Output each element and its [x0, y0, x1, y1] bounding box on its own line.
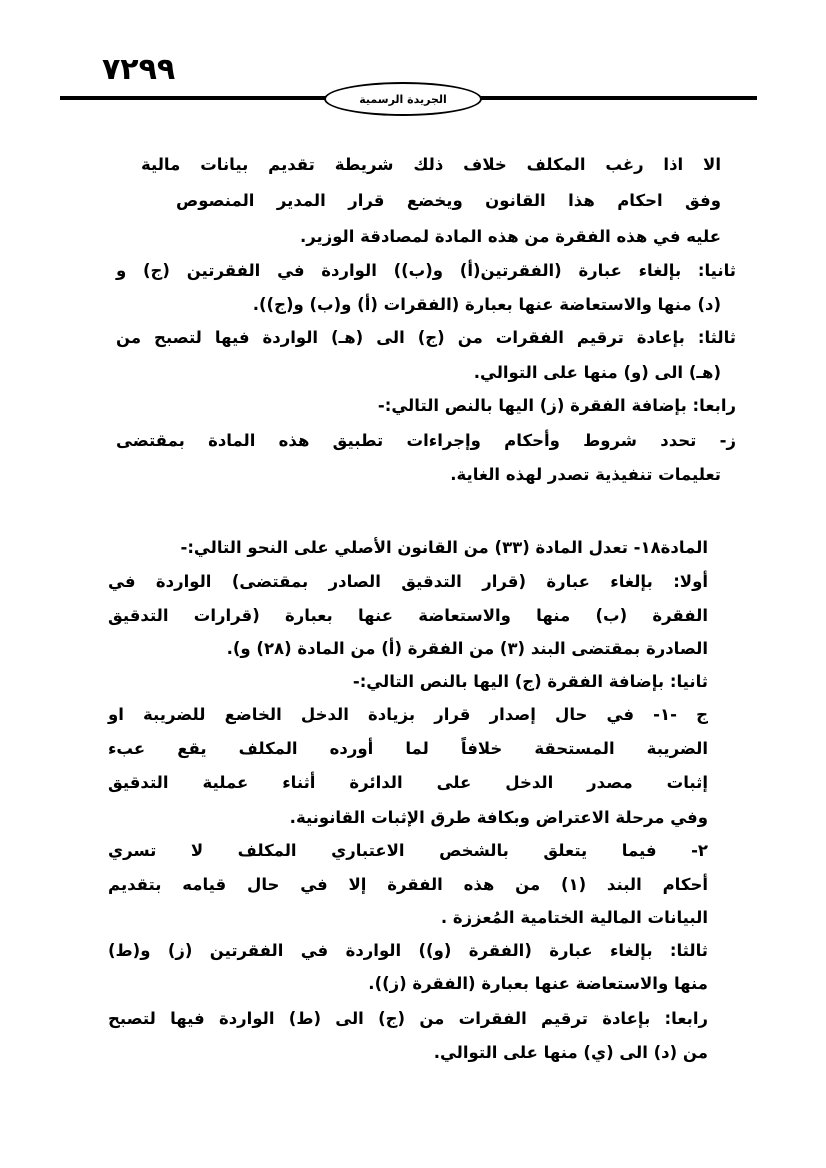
body-line: البيانات المالية الختامية المُعززة . — [440, 908, 708, 927]
gazette-title: الجريدة الرسمية — [359, 92, 447, 106]
body-line: وفي مرحلة الاعتراض وبكافة طرق الإثبات القانونية. — [289, 808, 708, 827]
body-line: ٢- فيما يتعلق بالشخص الاعتباري المكلف لا تسري — [108, 841, 708, 860]
body-line: أولا: بإلغاء عبارة (قرار التدقيق الصادر بمقتضى) الواردة في — [108, 572, 708, 591]
body-line: الضريبة المستحقة خلافاً لما أورده المكلف يقع عبء — [108, 739, 708, 758]
body-line: الصادرة بمقتضى البند (٣) من الفقرة (أ) من المادة (٢٨) و). — [226, 639, 708, 658]
article-heading: المادة١٨- تعدل المادة (٣٣) من القانون الأصلي على النحو التالي:- — [180, 538, 708, 557]
body-line: رابعا: بإعادة ترقيم الفقرات من (ج) الى (ط) الواردة فيها لتصبح — [108, 1009, 708, 1028]
body-line: إثبات مصدر الدخل على الدائرة أثناء عملية التدقيق — [108, 773, 708, 792]
body-line: من (د) الى (ي) منها على التوالي. — [433, 1043, 708, 1062]
page-number: ٧٢٩٩ — [102, 52, 176, 87]
body-line: تعليمات تنفيذية تصدر لهذه الغاية. — [450, 465, 721, 484]
body-line: عليه في هذه الفقرة من هذه المادة لمصادقة الوزير. — [299, 227, 721, 246]
body-line: (هـ) الى (و) منها على التوالي. — [473, 363, 721, 382]
gazette-title-oval — [324, 82, 482, 116]
body-line: الفقرة (ب) منها والاستعاضة عنها بعبارة (قرارات التدقيق — [108, 606, 708, 625]
body-line: ثالثا: بإعادة ترقيم الفقرات من (ج) الى (هـ) الواردة فيها لتصبح من — [116, 328, 736, 347]
body-line: رابعا: بإضافة الفقرة (ز) اليها بالنص التالي:- — [377, 396, 736, 415]
body-line: منها والاستعاضة عنها بعبارة (الفقرة (ز)). — [368, 974, 708, 993]
body-line: ثانيا: بإلغاء عبارة (الفقرتين(أ) و(ب)) الواردة في الفقرتين (ج) و — [116, 261, 736, 280]
body-line: ج -١- في حال إصدار قرار بزيادة الدخل الخاضع للضريبة او — [108, 705, 708, 724]
body-line: أحكام البند (١) من هذه الفقرة إلا في حال قيامه بتقديم — [108, 875, 708, 894]
body-line: الا اذا رغب المكلف خلاف ذلك شريطة تقديم بيانات مالية — [141, 155, 721, 174]
body-line: وفق احكام هذا القانون ويخضع قرار المدير المنصوص — [176, 191, 721, 210]
body-line: (د) منها والاستعاضة عنها بعبارة (الفقرات (أ) و(ب) و(ج)). — [252, 295, 721, 314]
body-line: ثالثا: بإلغاء عبارة (الفقرة (و)) الواردة في الفقرتين (ز) و(ط) — [108, 941, 708, 960]
body-line: ثانيا: بإضافة الفقرة (ج) اليها بالنص التالي:- — [352, 672, 708, 691]
body-line: ز- تحدد شروط وأحكام وإجراءات تطبيق هذه المادة بمقتضى — [116, 431, 736, 450]
